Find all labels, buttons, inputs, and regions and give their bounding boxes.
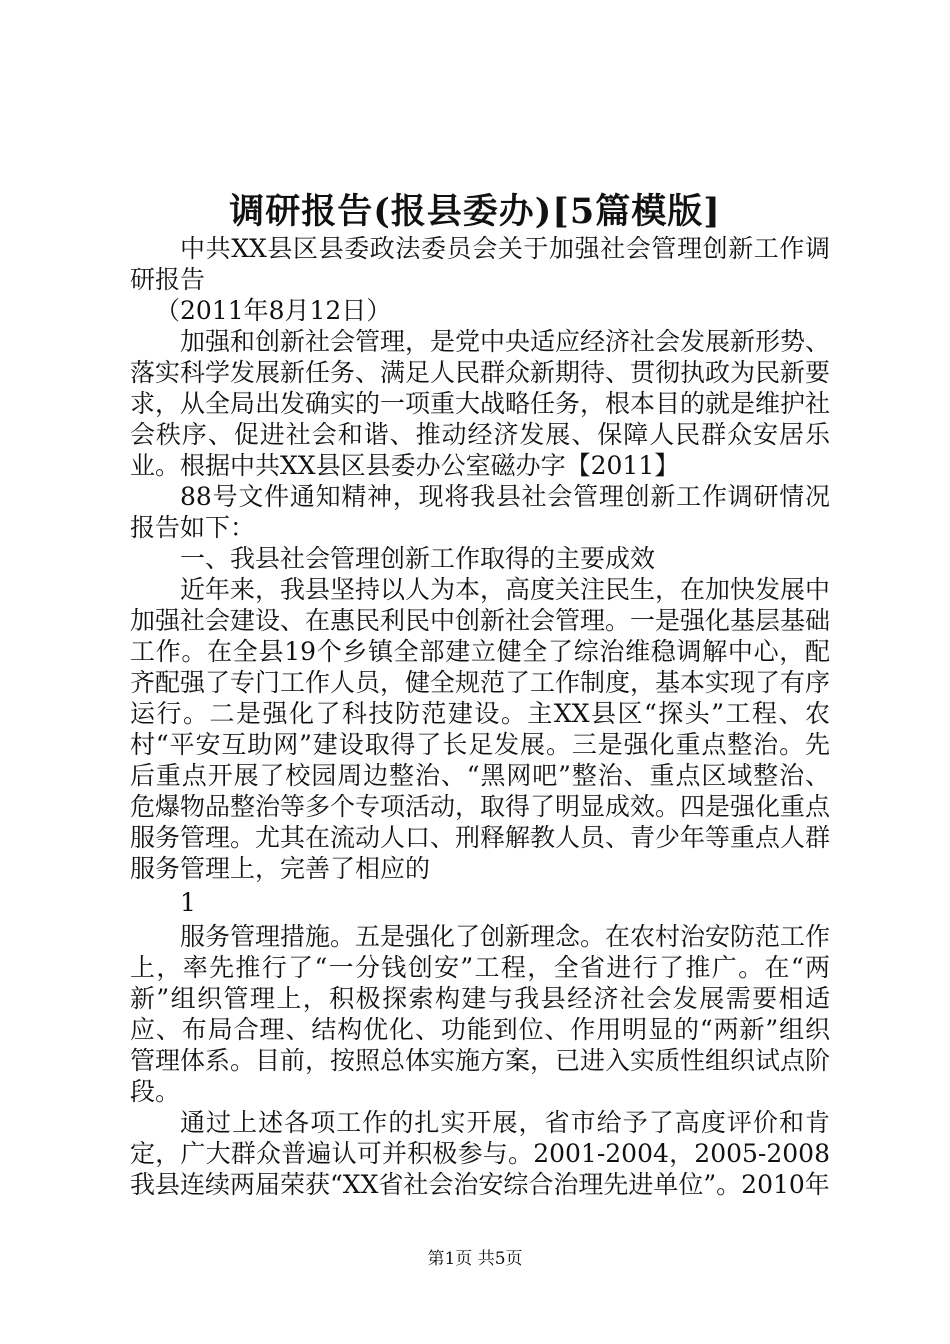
report-heading: 中共XX县区县委政法委员会关于加强社会管理创新工作调研报告 bbox=[130, 234, 830, 294]
paragraph-recognition: 通过上述各项工作的扎实开展，省市给予了高度评价和肯定，广大群众普遍认可并积极参与。2001-2004，2005-2008我县连续两届荣获“XX省社会治安综合治理先进单位”。2010年 bbox=[130, 1108, 830, 1199]
report-date: （2011年8月12日） bbox=[155, 296, 392, 325]
inline-page-number: 1 bbox=[180, 888, 196, 917]
paragraph-measures: 服务管理措施。五是强化了创新理念。在农村治安防范工作上，率先推行了“一分钱创安”工程，全省进行了推广。在“两新”组织管理上，积极探索构建与我县经济社会发展需要相适应、布局合理、结构优化、功能到位、作用明显的“两新”组织管理体系。目前，按照总体实施方案，已进入实质性组织试点阶段。 bbox=[130, 922, 831, 1106]
document-title: 调研报告(报县委办)[5篇模版] bbox=[229, 191, 721, 232]
paragraph-achievements: 近年来，我县坚持以人为本，高度关注民生，在加快发展中加强社会建设、在惠民利民中创新社会管理。一是强化基层基础工作。在全县19个乡镇全部建立健全了综治维稳调解中心，配齐配强了专门工作人员，健全规范了工作制度，基本实现了有序运行。二是强化了科技防范建设。主XX县区“探头”工程、农村“平安互助网”建设取得了长足发展。三是强化重点整治。先后重点开展了校园周边整治、“黑网吧”整治、重点区域整治、危爆物品整治等多个专项活动，取得了明显成效。四是强化重点服务管理。尤其在流动人口、刑释解教人员、青少年等重点人群服务管理上，完善了相应的 bbox=[130, 575, 831, 883]
document-body bbox=[130, 233, 830, 1200]
paragraph-intro: 加强和创新社会管理，是党中央适应经济社会发展新形势、落实科学发展新任务、满足人民群众新期待、贯彻执政为民新要求，从全局出发确实的一项重大战略任务，根本目的就是维护社会秩序、促进社会和谐、推动经济发展、保障人民群众安居乐业。根据中共XX县区县委办公室磁办字【2011】 bbox=[130, 327, 831, 480]
page-footer: 第1页 共5页 bbox=[427, 1249, 523, 1269]
paragraph-notice: 88号文件通知精神，现将我县社会管理创新工作调研情况报告如下： bbox=[130, 482, 830, 542]
section-heading: 一、我县社会管理创新工作取得的主要成效 bbox=[180, 544, 656, 573]
